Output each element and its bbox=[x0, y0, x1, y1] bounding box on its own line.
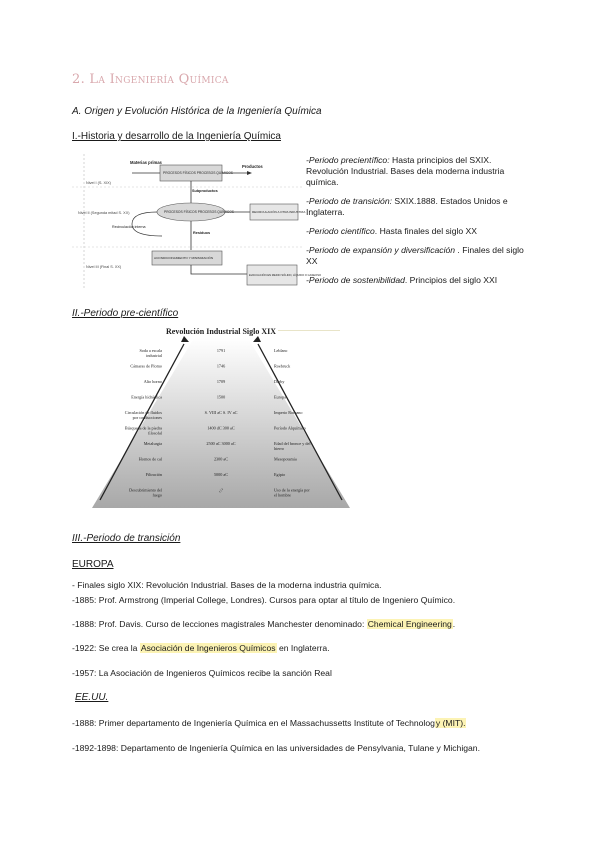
materias-primas-label: Materias primas bbox=[130, 160, 162, 165]
chapter-title: 2. La Ingeniería Química bbox=[72, 72, 229, 87]
eeuu-item bbox=[72, 743, 532, 753]
europa-text: -1885: Prof. Armstrong (Imperial College, Londres). Cursos para optar al título de Ingeniero Químico. bbox=[72, 595, 456, 605]
pyramid-left-item-9: Descubrimiento del fuego bbox=[129, 487, 162, 498]
period-label: -Periodo de sostenibilidad bbox=[306, 275, 405, 285]
proceso1-text: PROCESOS FÍSICOS PROCESOS QUÍMICOS bbox=[163, 171, 233, 175]
pyramid-date-0: 1791 bbox=[216, 348, 226, 353]
europa-item bbox=[72, 643, 532, 653]
pyramid-date-2: 1709 bbox=[216, 379, 226, 384]
pyramid-left-item-3: Energía hidráulica bbox=[131, 394, 162, 400]
period-item bbox=[306, 275, 536, 286]
pyramid-date-1: 1746 bbox=[216, 363, 226, 369]
productos-label: Productos bbox=[242, 164, 263, 169]
pyramid-date-7: 2300 aC bbox=[213, 456, 229, 462]
subproductos-label: Subproductos bbox=[192, 189, 218, 193]
europa-text: - Finales siglo XIX: Revolución Industrial. Bases de la moderna industria química. bbox=[72, 580, 382, 590]
europa-text-end: en Inglaterra. bbox=[276, 643, 330, 653]
section-i-heading: I.-Historia y desarrollo de la Ingeniería Química bbox=[72, 131, 281, 142]
pyramid-left-item-6: Metalurgia bbox=[143, 441, 162, 446]
period-item bbox=[306, 155, 536, 188]
eeuu-item bbox=[72, 718, 532, 728]
europa-text-end: . bbox=[452, 619, 456, 629]
pyramid-date-9: ¿? bbox=[219, 487, 223, 493]
pyramid-left-item-2: Alto horno bbox=[143, 379, 162, 384]
pyramid-right-item-1: Roebruck bbox=[274, 363, 291, 369]
pyramid-right-item-7: Mesopotamia bbox=[274, 456, 297, 462]
period-label: -Periodo precientífico: bbox=[306, 155, 390, 165]
period-item bbox=[306, 226, 536, 237]
pyramid-date-4: S. VIII aC S. IV aC bbox=[204, 410, 238, 415]
period-text: . Finales del siglo XX bbox=[306, 245, 524, 266]
pyramid-title: Revolución Industrial Siglo XIX bbox=[165, 327, 277, 336]
europa-item bbox=[72, 668, 532, 678]
pyramid-right-item-9: Uso de la energía por el hombre bbox=[274, 487, 310, 498]
europa-highlight: Chemical Engineering bbox=[367, 619, 452, 629]
period-text: . Hasta finales del siglo XX bbox=[374, 226, 478, 236]
proceso2-text: PROCESOS FÍSICOS PROCESOS QUÍMICOS bbox=[164, 210, 234, 214]
europa-heading: EUROPA bbox=[72, 559, 114, 570]
europa-item bbox=[72, 619, 532, 629]
period-text: SXIX.1888. Estados Unidos e Inglaterra. bbox=[306, 196, 508, 217]
eeuu-heading: EE.UU. bbox=[75, 692, 109, 703]
pyramid-right-item-8: Egipto bbox=[274, 472, 286, 477]
pyramid-right-item-3: Europa bbox=[274, 394, 287, 400]
period-item bbox=[306, 196, 536, 218]
eeuu-highlight: y (MIT). bbox=[435, 718, 466, 728]
process-diagram bbox=[72, 152, 322, 292]
periods-list bbox=[306, 155, 536, 294]
nivel2-label: Nivel II (Segunda mitad S. XX) bbox=[78, 211, 130, 215]
europa-text: -1957: La Asociación de Ingenieros Químicos recibe la sanción Real bbox=[72, 668, 332, 678]
period-text: . Principios del siglo XXI bbox=[404, 275, 498, 285]
europa-highlight: Asociación de Ingenieros Químicos bbox=[140, 643, 276, 653]
pyramid-date-3: 1500 bbox=[216, 394, 226, 400]
pyramid-date-8: 5000 aC bbox=[213, 472, 229, 477]
pyramid-right-item-5: Período Alquímico bbox=[274, 425, 306, 431]
europa-item bbox=[72, 595, 532, 605]
europa-text: -1888: Prof. Davis. Curso de lecciones magistrales Manchester denominado: bbox=[72, 619, 367, 629]
europa-text: -1922: Se crea la bbox=[72, 643, 140, 653]
pyramid-right-item-2: Darby bbox=[274, 379, 285, 384]
period-label: -Periodo de transición: bbox=[306, 196, 392, 206]
pyramid-right-item-4: Imperio Romano bbox=[274, 410, 303, 415]
pyramid-date-5: 1400 dC 300 aC bbox=[207, 425, 235, 431]
recirculacion-text: RECIRCULACIÓN A OTRA INDUSTRIA bbox=[252, 210, 306, 214]
pyramid-right-item-6: Edad del bronce y del hierro bbox=[274, 441, 311, 451]
period-label: -Periodo de expansión y diversificación bbox=[306, 245, 456, 255]
eeuu-text: -1892-1898: Departamento de Ingeniería Química en las universidades de Pensylvania, Tulane y Michigan. bbox=[72, 743, 480, 753]
recirculacion-interna-label: Recirculación interna bbox=[112, 225, 146, 229]
nivel1-label: Nivel I (S. XIX) bbox=[86, 181, 111, 185]
section-a-heading: A. Origen y Evolución Histórica de la Ingeniería Química bbox=[72, 106, 322, 117]
pyramid-figure bbox=[88, 327, 354, 508]
pyramid-right-item-0: Leblanc bbox=[274, 348, 288, 353]
eeuu-text: -1888: Primer departamento de Ingeniería Química en el Massachussetts Institute of Technolog bbox=[72, 718, 435, 728]
section-iii-heading: III.-Periodo de transición bbox=[72, 533, 181, 544]
residuos-label: Residuos bbox=[193, 231, 211, 235]
pyramid-left-item-4: Circulación de fluidos por conducciones bbox=[124, 410, 162, 420]
period-text: Hasta principios del SXIX. Revolución Industrial. Bases dela moderna industria química. bbox=[306, 155, 505, 187]
evacuacion-text: EVACUACIÓN EN MEDIO SÓLIDO, LÍQUIDO O GASEOSO bbox=[249, 274, 322, 277]
europa-item bbox=[72, 580, 532, 590]
pyramid-left-item-8: Filtración bbox=[145, 472, 162, 477]
pyramid-left-item-5: Búsqueda de la piedra filosofal bbox=[124, 425, 162, 436]
nivel3-label: Nivel III (Final S. XX) bbox=[86, 265, 122, 269]
section-ii-heading: II.-Periodo pre-científico bbox=[72, 308, 179, 319]
pyramid-left-item-1: Cámaras de Plomo bbox=[130, 363, 162, 369]
period-item bbox=[306, 245, 536, 267]
pyramid-left-item-7: Hornos de cal bbox=[138, 456, 162, 462]
period-label: -Periodo científico bbox=[306, 226, 375, 236]
acondicionamiento-text: ACONDICIONAMIENTO Y MINIMIZACIÓN bbox=[154, 256, 214, 260]
pyramid-date-6: 2500 aC 3000 aC bbox=[206, 441, 236, 446]
pyramid-left-item-0: Soda a escala industrial bbox=[139, 348, 162, 358]
